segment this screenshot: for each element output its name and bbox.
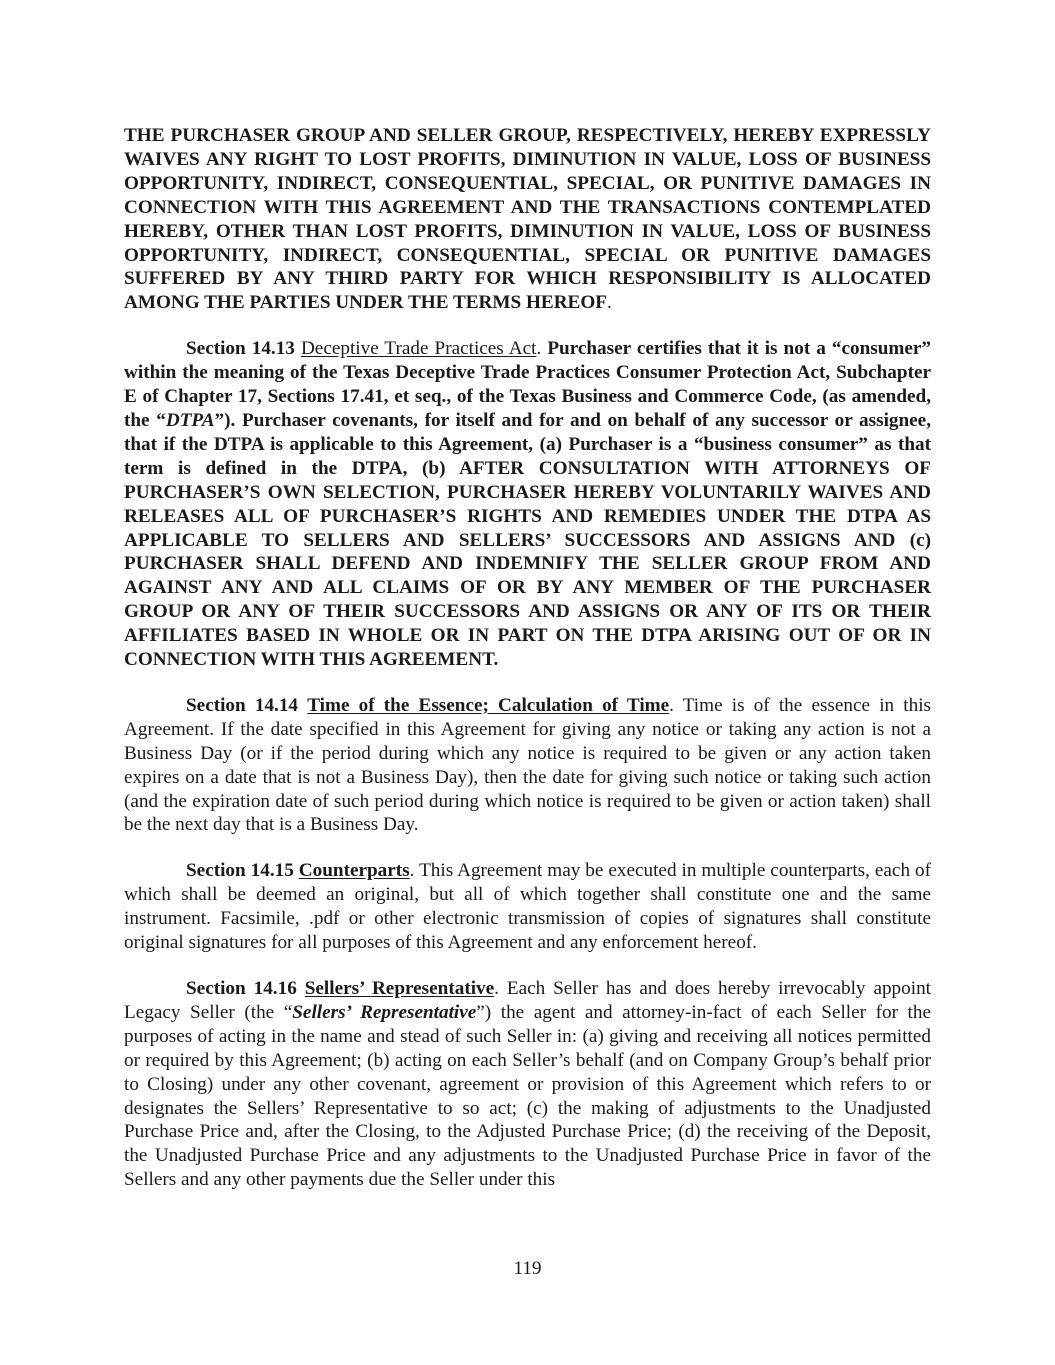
section-14-15-number: Section 14.15 (186, 860, 294, 882)
page-number: 119 (513, 1258, 542, 1279)
section-14-13-title: Deceptive Trade Practices Act (300, 338, 537, 360)
waiver-paragraph (124, 124, 931, 315)
section-14-14 (124, 694, 931, 837)
waiver-period: . (607, 292, 612, 314)
section-14-14-body: . Time is of the essence in this Agreement. If the date specified in this Agreement for giving any notice or taking any action is not a Business Day (or if the period during which any notice is required to be given or any action taken expires on a date that is not a Business Day), then the date for giving such notice or taking such action (and the expiration date of such period during which notice is required to be given or action taken) shall be the next day that is a Business Day. (124, 694, 932, 836)
section-14-16-number: Section 14.16 (186, 978, 297, 999)
section-14-16-defined-term: Sellers’ Representative (292, 1001, 477, 1023)
section-14-13-body-b: ”). Purchaser covenants, for itself and for and on behalf of any successor or assignee, that if the DTPA is applicable to this Agreement, (a) Purchaser is a “business consumer” as that term is defined in the DTPA, (b) AFTER CONSULTATION WITH ATTORNEYS OF PURCHASER’S OWN SELECTION, PURCHASER HEREBY VOLUNTARILY WAIVES AND RELEASES ALL OF PURCHASER’S RIGHTS AND REMEDIES UNDER THE DTPA AS APPLICABLE TO SELLERS AND SELLERS’ SUCCESSORS AND ASSIGNS AND (c) PURCHASER SHALL DEFEND AND INDEMNIFY THE SELLER GROUP FROM AND AGAINST ANY AND ALL CLAIMS OF OR BY ANY MEMBER OF THE PURCHASER GROUP OR ANY OF THEIR SUCCESSORS AND ASSIGNS OR ANY OF ITS OR THEIR AFFILIATES BASED IN WHOLE OR IN PART ON THE DTPA ARISING OUT OF OR IN CONNECTION WITH THIS AGREEMENT. (124, 409, 931, 671)
section-14-13-number: Section 14.13 (186, 338, 295, 360)
section-14-14-number: Section 14.14 (186, 694, 299, 716)
section-14-13 (124, 337, 931, 672)
section-14-13-body-a: Purchaser certifies that it is not a “consumer” within the meaning of the Texas Deceptive Trade Practices Consumer Protection Act, Subchapter E of Chapter 17, Sections 17.41, et seq., of the Texas Business and Commerce Code, (as amended, the “ (124, 338, 932, 431)
section-14-13-defined-term: DTPA (165, 409, 215, 431)
section-14-16 (124, 977, 931, 1192)
section-14-16-title: Sellers’ Representative (304, 978, 495, 999)
section-14-16-body-a: . Each Seller has and does hereby irrevocably appoint Legacy Seller (the “ (124, 978, 931, 1023)
section-14-16-body-b: ”) the agent and attorney-in-fact of each Seller for the purposes of acting in the name and stead of such Seller in: (a) giving and receiving all notices permitted or required by this Agreement; (b) acting on each Seller’s behalf (and on Company Group’s behalf prior to Closing) under any other covenant, agreement or provision of this Agreement which refers to or designates the Sellers’ Representative to so act; (c) the making of adjustments to the Unadjusted Purchase Price and, after the Closing, to the Adjusted Purchase Price; (d) the receiving of the Deposit, the Unadjusted Purchase Price and any adjustments to the Unadjusted Purchase Price in favor of the Sellers and any other payments due the Seller under this (124, 1001, 931, 1191)
section-14-13-dot: . (536, 338, 542, 360)
document-page (124, 124, 931, 1192)
section-14-15-body: . This Agreement may be executed in multiple counterparts, each of which shall be deemed an original, but all of which together shall constitute one and the same instrument. Facsimile, .pdf or other electronic transmission of copies of signatures shall constitute original signatures for all purposes of this Agreement and any enforcement hereof. (124, 860, 931, 954)
waiver-text: THE PURCHASER GROUP AND SELLER GROUP, RESPECTIVELY, HEREBY EXPRESSLY WAIVES ANY RIGHT TO LOST PROFITS, DIMINUTION IN VALUE, LOSS OF BUSINESS OPPORTUNITY, INDIRECT, CONSEQUENTIAL, SPECIAL, OR PUNITIVE DAMAGES IN CONNECTION WITH THIS AGREEMENT AND THE TRANSACTIONS CONTEMPLATED HEREBY, OTHER THAN LOST PROFITS, DIMINUTION IN VALUE, LOSS OF BUSINESS OPPORTUNITY, INDIRECT, CONSEQUENTIAL, SPECIAL OR PUNITIVE DAMAGES SUFFERED BY ANY THIRD PARTY FOR WHICH RESPONSIBILITY IS ALLOCATED AMONG THE PARTIES UNDER THE TERMS HEREOF (124, 125, 931, 314)
section-14-15-title: Counterparts (298, 860, 410, 882)
section-14-15 (124, 859, 931, 955)
section-14-14-title: Time of the Essence; Calculation of Time (307, 694, 670, 716)
